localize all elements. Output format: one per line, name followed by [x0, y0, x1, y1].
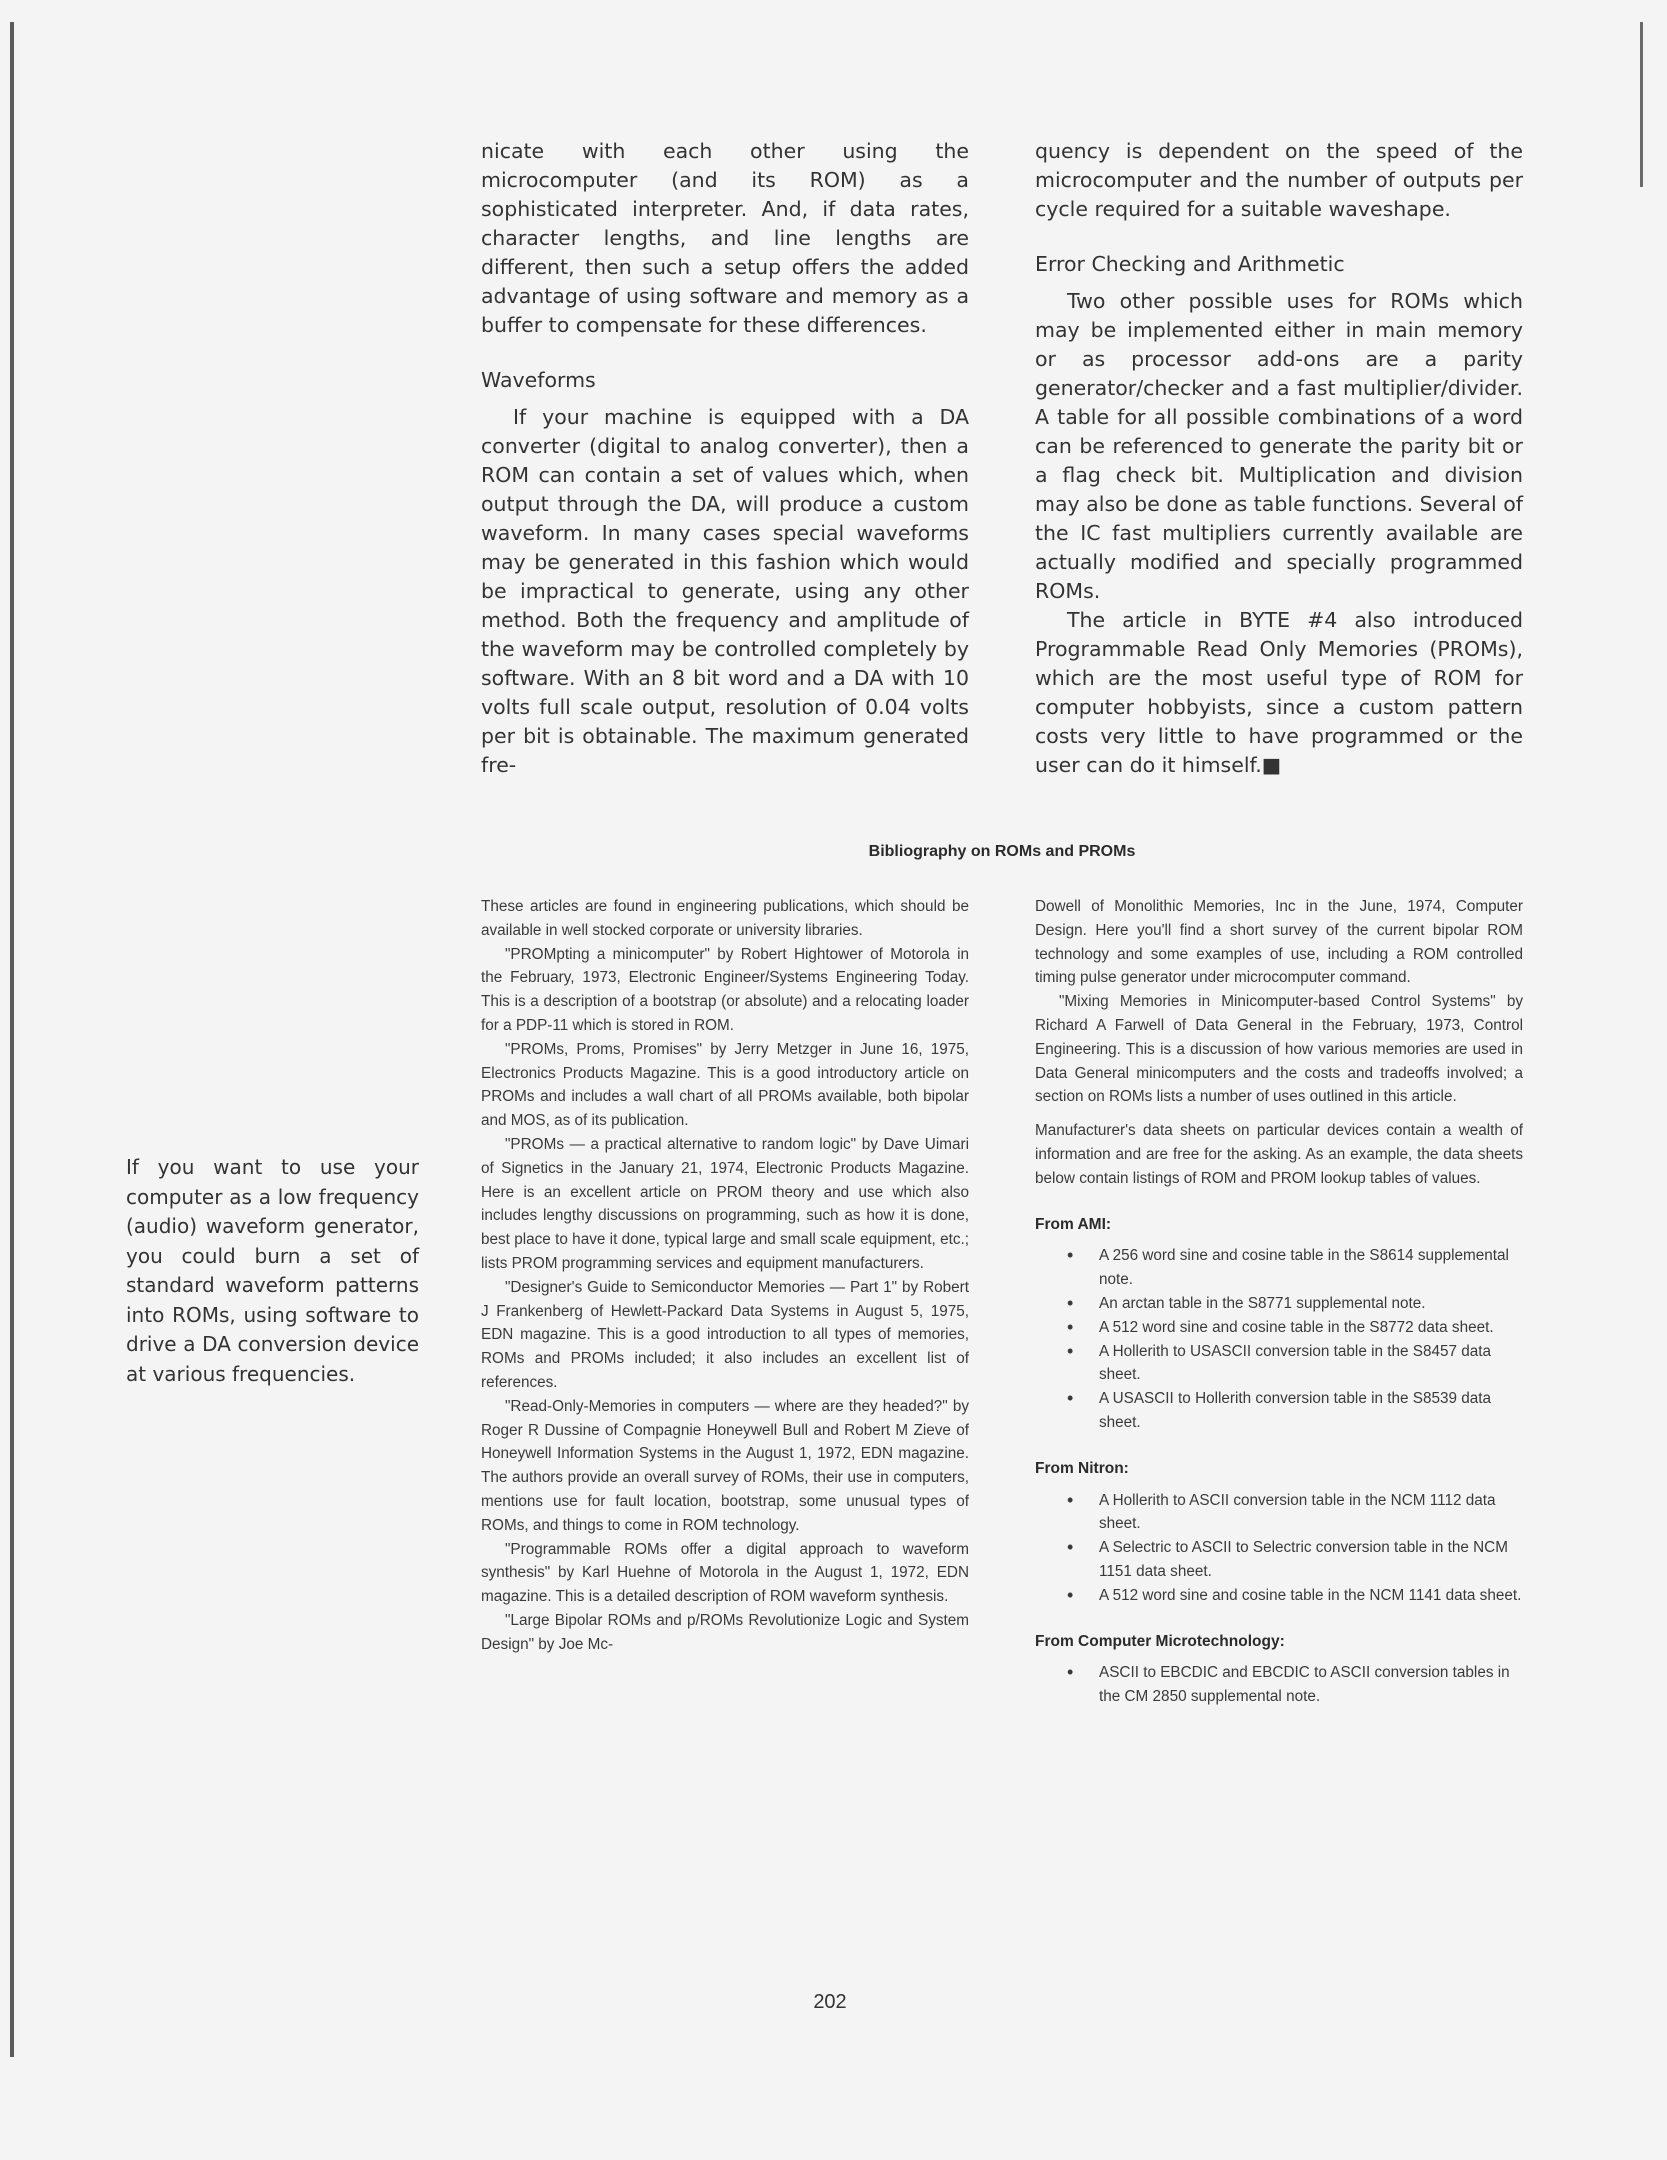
ami-heading: From AMI: — [1035, 1215, 1112, 1233]
paragraph: Two other possible uses for ROMs which may be implemented either in main memory or as processor add-ons are a parity generator/checker and a fast multiplier/divider. A table for all possible combinations of a word can be referenced to generate the parity bit or a flag check bit. Multiplication and division may also be done as table functions. Several of the IC fast multipliers currently available are actually modified and specially programmed ROMs. — [1035, 289, 1523, 603]
end-mark: ■ — [1261, 753, 1282, 777]
computer-microtechnology-list — [1035, 1661, 1523, 1709]
left-margin-rule — [10, 22, 14, 2057]
bibliography-title: Bibliography on ROMs and PROMs — [868, 843, 1136, 860]
section-heading-error-checking: Error Checking and Arithmetic — [1035, 252, 1345, 276]
margin-note: If you want to use your computer as a low frequency (audio) waveform generator, you could burn a set of standard waveform patterns into ROMs, using software to drive a DA conversion device at various frequencies. — [126, 1155, 419, 1386]
list-item: • A 512 word sine and cosine table in the S8772 data sheet. — [1035, 1316, 1523, 1340]
bibliography-entry: "Mixing Memories in Minicomputer-based Control Systems" by Richard A Farwell of Data General in the February, 1973, Control Engineering. This is a discussion of how various memories are used in Data General minicomputers and the costs and tradeoffs involved; a section on ROMs lists a number of uses outlined in this article. — [1035, 993, 1523, 1106]
bibliography-entry: "Designer's Guide to Semiconductor Memories — Part 1" by Robert J Frankenberg of Hewlett-Packard Data Systems in August 5, 1975, EDN magazine. This is a good introduction to all types of memories, ROMs and PROMs included; it also includes an excellent list of references. — [481, 1278, 969, 1391]
paragraph: quency is dependent on the speed of the microcomputer and the number of outputs per cycle required for a suitable waveshape. — [1035, 139, 1523, 221]
paragraph: nicate with each other using the microcomputer (and its ROM) as a sophisticated interpreter. And, if data rates, character lengths, and line lengths are different, then such a setup offers the added advantage of using software and memory as a buffer to compensate for these differences. — [481, 139, 969, 337]
bibliography-entry: "Programmable ROMs offer a digital approach to waveform synthesis" by Karl Huehne of Motorola in the August 1, 1972, EDN magazine. This is a detailed description of ROM waveform synthesis. — [481, 1540, 969, 1606]
list-item: • A USASCII to Hollerith conversion table in the S8539 data sheet. — [1035, 1387, 1523, 1435]
ami-list — [1035, 1244, 1523, 1434]
nitron-heading: From Nitron: — [1035, 1459, 1129, 1477]
bibliography-entry: "PROMpting a minicomputer" by Robert Hightower of Motorola in the February, 1973, Electronic Engineer/Systems Engineering Today. This is a description of a bootstrap (or absolute) and a relocating loader for a PDP-11 which is stored in ROM. — [481, 945, 969, 1034]
page-number: 202 — [813, 1991, 847, 2013]
bibliography-column-1 — [481, 895, 969, 1657]
manufacturer-intro: Manufacturer's data sheets on particular devices contain a wealth of information and are free for the asking. As an example, the data sheets below contain listings of ROM and PROM lookup tables of values. — [1035, 1122, 1523, 1187]
paragraph — [1035, 606, 1523, 780]
list-item: • A 512 word sine and cosine table in the NCM 1141 data sheet. — [1035, 1584, 1523, 1608]
article-column-2 — [1035, 137, 1523, 780]
bibliography-entry-continued: Dowell of Monolithic Memories, Inc in the June, 1974, Computer Design. Here you'll find a short survey of the current bipolar ROM technology and some examples of use, including a ROM controlled timing pulse generator under microcomputer command. — [1035, 898, 1523, 987]
bibliography-intro: These articles are found in engineering publications, which should be available in well stocked corporate or university libraries. — [481, 898, 969, 939]
computer-microtechnology-heading: From Computer Microtechnology: — [1035, 1632, 1285, 1650]
bibliography-entry: "Large Bipolar ROMs and p/ROMs Revolutionize Logic and System Design" by Joe Mc- — [481, 1611, 969, 1653]
paragraph-text: The article in BYTE #4 also introduced Programmable Read Only Memories (PROMs), which are the most useful type of ROM for computer hobbyists, since a custom pattern costs very little to have programmed or the user can do it himself. — [1035, 608, 1523, 777]
list-item: • ASCII to EBCDIC and EBCDIC to ASCII conversion tables in the CM 2850 supplemental note. — [1035, 1661, 1523, 1709]
bibliography-entry: "PROMs — a practical alternative to random logic" by Dave Uimari of Signetics in the January 21, 1974, Electronic Products Magazine. Here is an excellent article on PROM theory and use which also includes lengthy discussions on programming, such as how it is done, best place to have it done, typical large and small scale equipment, etc.; lists PROM programming services and equipment manufacturers. — [481, 1135, 969, 1272]
list-item: • A 256 word sine and cosine table in the S8614 supplemental note. — [1035, 1244, 1523, 1292]
nitron-list — [1035, 1489, 1523, 1608]
article-column-1 — [481, 137, 969, 780]
paragraph: If your machine is equipped with a DA converter (digital to analog converter), then a ROM can contain a set of values which, when output through the DA, will produce a custom waveform. In many cases special waveforms may be generated in this fashion which would be impractical to generate, using any other method. Both the frequency and amplitude of the waveform may be controlled completely by software. With an 8 bit word and a DA with 10 volts full scale output, resolution of 0.04 volts per bit is obtainable. The maximum generated fre- — [481, 405, 969, 777]
list-item: • A Hollerith to USASCII conversion table in the S8457 data sheet. — [1035, 1340, 1523, 1388]
bibliography-entry: "Read-Only-Memories in computers — where are they headed?" by Roger R Dussine of Compagnie Honeywell Bull and Robert M Zieve of Honeywell Information Systems in the August 1, 1972, EDN magazine. The authors provide an overall survey of ROMs, their use in computers, mentions use for fault location, bootstrap, some unusual types of ROMs, and things to come in ROM technology. — [481, 1397, 969, 1534]
bibliography-entry: "PROMs, Proms, Promises" by Jerry Metzger in June 16, 1975, Electronics Products Magazine. This is a good introductory article on PROMs and includes a wall chart of all PROMs available, both bipolar and MOS, as of its publication. — [481, 1040, 969, 1130]
list-item: • A Hollerith to ASCII conversion table in the NCM 1112 data sheet. — [1035, 1489, 1523, 1537]
list-item: • An arctan table in the S8771 supplemental note. — [1035, 1292, 1523, 1316]
list-item: • A Selectric to ASCII to Selectric conversion table in the NCM 1151 data sheet. — [1035, 1536, 1523, 1584]
right-margin-rule — [1640, 22, 1643, 187]
section-heading-waveforms: Waveforms — [481, 368, 596, 392]
bibliography-column-2 — [1035, 895, 1523, 1709]
